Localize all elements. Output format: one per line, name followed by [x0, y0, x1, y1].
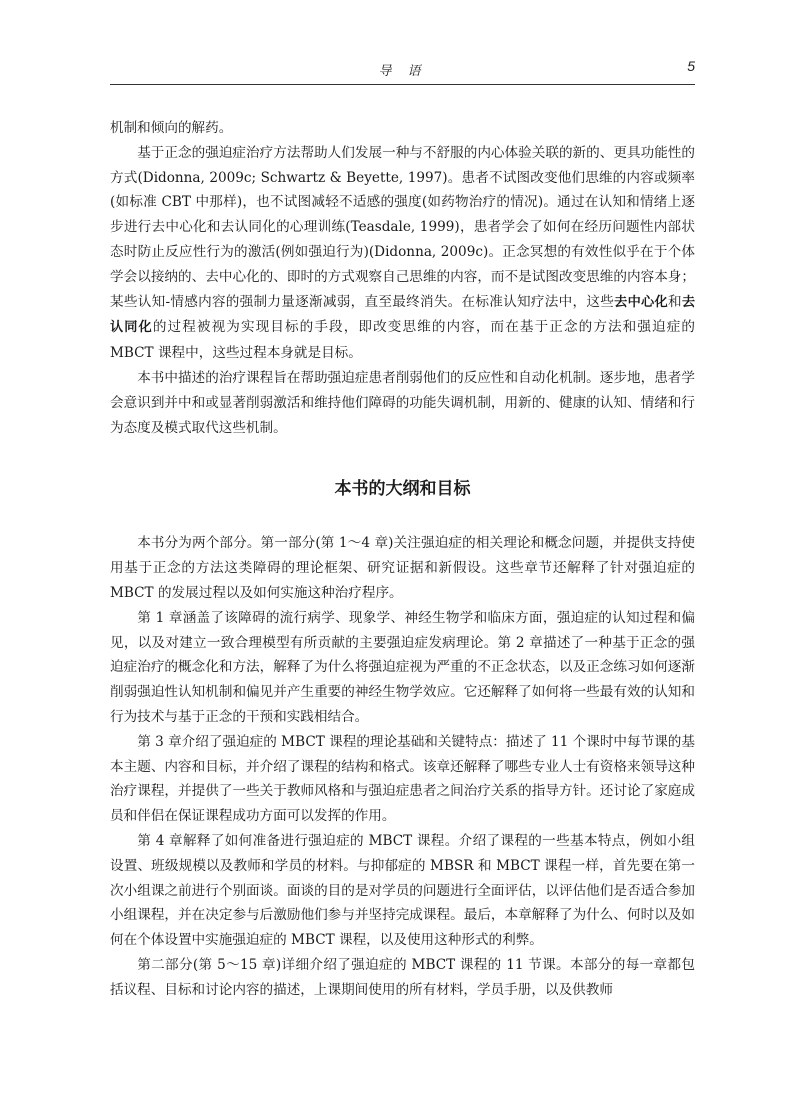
paragraph: 第 4 章解释了如何准备进行强迫症的 MBCT 课程。介绍了课程的一些基本特点，例如小组设置、班级规模以及教师和学员的材料。与抑郁症的 MBSR 和 MBCT 课程一样，首先要在第一次小组课之前进行个别面谈。面谈的目的是对学员的问题进行全面评估，以评估他们是否适合参加小组课程，并在决定参与后激励他们参与并坚持完成课程。最后，本章解释了为什么、何时以及如何在个体设置中实施强迫症的 MBCT 课程，以及使用这种形式的利弊。	[110, 832, 695, 949]
paragraph-text: 基于正念的强迫症治疗方法帮助人们发展一种与不舒服的内心体验关联的新的、更具功能性的方式(Didonna, 2009c; Schwartz & Beyette, 1997)。患者不试图改变他们思维的内容或频率(如标准 CBT 中那样)，也不试图减轻不适感的强度(如药物治疗的情况)。通过在认知和情绪上逐步进行去中心化和去认同化的心理训练(Teasdale, 1999)，患者学会了如何在经历问题性内部状态时防止反应性行为的激活(例如强迫行为)(Didonna, 2009c)。正念冥想的有效性似乎在于个体学会以接纳的、去中心化的、即时的方式观察自己思维的内容，而不是试图改变思维的内容本身；某些认知-情感内容的强制力量逐渐减弱，直至最终消失。在标准认知疗法中，这些	[110, 144, 695, 310]
paragraph	[110, 141, 695, 366]
emphasis-term: 去中心化	[614, 294, 668, 310]
page-body	[110, 116, 695, 1003]
paragraph-text: 的过程被视为实现目标的手段，即改变思维的内容，而在基于正念的方法和强迫症的 MBCT 课程中，这些过程本身就是目标。	[110, 319, 696, 362]
section-heading: 本书的大纲和目标	[334, 479, 471, 500]
paragraph: 第 3 章介绍了强迫症的 MBCT 课程的理论基础和关键特点：描述了 11 个课时中每节课的基本主题、内容和目标，并介绍了课程的结构和格式。该章还解释了哪些专业人士有资格来领导这种治疗课程，并提供了一些关于教师风格和与强迫症患者之间治疗关系的指导方针。还讨论了家庭成员和伴侣在保证课程成功方面可以发挥的作用。	[110, 733, 695, 825]
emphasis-term: 去认同化	[110, 294, 696, 336]
running-title: 导 语	[378, 64, 427, 79]
header-rule	[110, 84, 695, 85]
paragraph-text: 和	[667, 293, 682, 310]
paragraph: 第 1 章涵盖了该障碍的流行病学、现象学、神经生物学和临床方面，强迫症的认知过程和偏见，以及对建立一致合理模型有所贡献的主要强迫症发病理论。第 2 章描述了一种基于正念的强迫症治疗的概念化和方法，解释了为什么将强迫症视为严重的不正念状态，以及正念练习如何逐渐削弱强迫性认知机制和偏见并产生重要的神经生物学效应。它还解释了如何将一些最有效的认知和行为技术与基于正念的干预和实践相结合。	[110, 609, 695, 725]
paragraph: 本书分为两个部分。第一部分(第 1～4 章)关注强迫症的相关理论和概念问题，并提供支持使用基于正念的方法这类障碍的理论框架、研究证据和新假设。这些章节还解释了针对强迫症的 MBCT 的发展过程以及如何实施这种治疗程序。	[110, 535, 695, 601]
paragraph: 第二部分(第 5～15 章)详细介绍了强迫症的 MBCT 课程的 11 节课。本部分的每一章都包括议程、目标和讨论内容的描述，上课期间使用的所有材料，学员手册，以及供教师	[110, 956, 695, 998]
page-number: 5	[687, 58, 695, 74]
paragraph: 本书中描述的治疗课程旨在帮助强迫症患者削弱他们的反应性和自动化机制。逐步地，患者学会意识到并中和或显著削弱激活和维持他们障碍的功能失调机制，用新的、健康的认知、情绪和行为态度及模式取代这些机制。	[110, 369, 695, 436]
paragraph: 机制和倾向的解药。	[110, 120, 233, 136]
page-header	[110, 56, 695, 80]
